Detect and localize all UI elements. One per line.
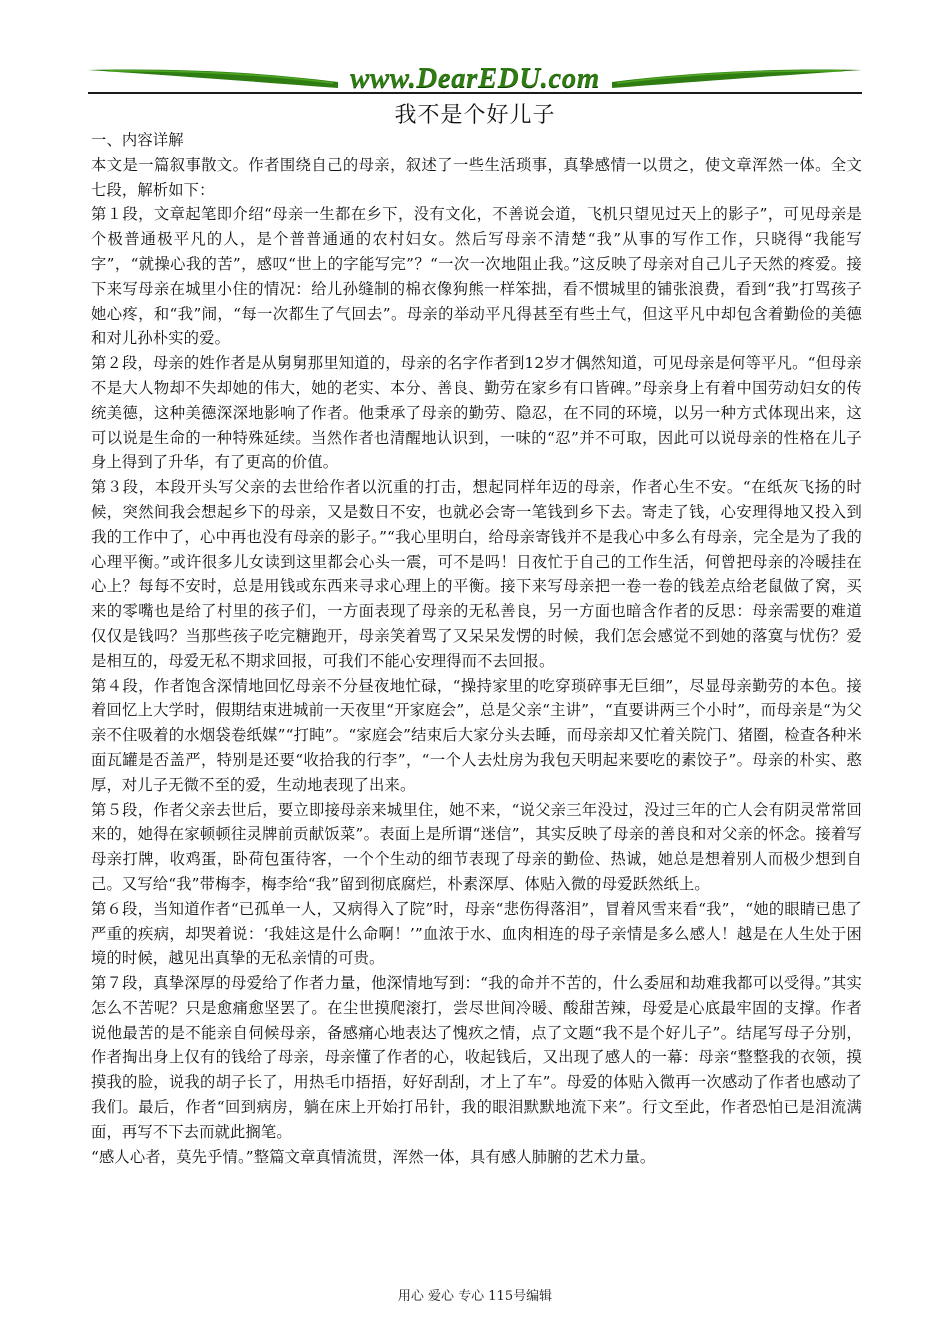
section-heading: 一、内容详解	[91, 131, 184, 149]
document-title: 我不是个好儿子	[394, 103, 556, 128]
paragraph-5: 第５段，作者父亲去世后，要立即接母亲来城里住，她不来，“说父亲三年没过，没过三年的亡人会有阴灵常常回来的，她得在家顿顿往灵牌前贡献饭菜”。表面上是所谓“迷信”，其实反映了母亲的善良和对父亲的怀念。接着写母亲打牌，收鸡蛋，卧荷包蛋待客，一个个生动的细节表现了母亲的勤俭、热诚，她总是想着别人而极少想到自己。又写给“我”带梅李，梅李给“我”留到彻底腐烂，朴素深厚、体贴入微的母爱跃然纸上。	[91, 800, 862, 893]
paragraph-intro: 本文是一篇叙事散文。作者围绕自己的母亲，叙述了一些生活琐事，真挚感情一以贯之，使文章浑然一体。全文七段，解析如下：	[91, 155, 862, 199]
document-body	[91, 128, 862, 1169]
paragraph-1: 第１段，文章起笔即介绍“母亲一生都在乡下，没有文化，不善说会道，飞机只望见过天上的影子”，可见母亲是个极普通极平凡的人，是个普普通通的农村妇女。然后写母亲不清楚“我”从事的写作工作，只晓得“我能写字”，“就操心我的苦”，感叹“世上的字能写完”？“一次一次地阻止我。”这反映了母亲对自己儿子天然的疼爱。接下来写母亲在城里小住的情况：给儿孙缝制的棉衣像狗熊一样笨拙，看不惯城里的铺张浪费，看到“我”打骂孩子她心疼，和“我”闹，“每一次都生了气回去”。母亲的举动平凡得甚至有些土气，但这平凡中却包含着勤俭的美德和对儿孙朴实的爱。	[91, 205, 862, 348]
paragraph-7: 第７段，真挚深厚的母爱给了作者力量，他深情地写到：“我的命并不苦的，什么委屈和劫难我都可以受得。”其实怎么不苦呢？只是愈痛愈坚罢了。在尘世摸爬滚打，尝尽世间冷暖、酸甜苦辣，母爱是心底最牢固的支撑。作者说他最苦的是不能亲自伺候母亲，备感痛心地表达了愧疚之情，点了文题“我不是个好儿子”。结尾写母子分别，作者掏出身上仅有的钱给了母亲，母亲懂了作者的心，收起钱后，又出现了感人的一幕：母亲“整整我的衣领，摸摸我的脸，说我的胡子长了，用热毛巾捂捂，好好刮刮，才上了车”。母爱的体贴入微再一次感动了作者也感动了我们。最后，作者“回到病房，躺在床上开始打吊针，我的眼泪默默地流下来”。行文至此，作者恐怕已是泪流满面，再写不下去而就此搁笔。	[91, 974, 862, 1141]
paragraph-3: 第３段，本段开头写父亲的去世给作者以沉重的打击，想起同样年迈的母亲，作者心生不安。“在纸灰飞扬的时候，突然间我会想起乡下的母亲，又是数日不安，也就必会寄一笔钱到乡下去。寄走了钱，心安理得地又投入到我的工作中了，心中再也没有母亲的影子。”“我心里明白，给母亲寄钱并不是我心中多么有母亲，完全是为了我的心理平衡。”或许很多儿女读到这里都会心头一震，可不是吗！日夜忙于自己的工作生活，何曾把母亲的冷暖挂在心上？每每不安时，总是用钱或东西来寻求心理上的平衡。接下来写母亲把一卷一卷的钱差点给老鼠做了窝，买来的零嘴也是给了村里的孩子们，一方面表现了母亲的无私善良，另一方面也暗含作者的反思：母亲需要的难道仅仅是钱吗？当那些孩子吃完糖跑开，母亲笑着骂了又呆呆发愣的时候，我们怎会感觉不到她的落寞与忧伤？爱是相互的，母爱无私不期求回报，可我们不能心安理得而不去回报。	[91, 478, 862, 670]
header-rule	[88, 92, 862, 94]
paragraph-conclusion: “感人心者，莫先乎情。”整篇文章真情流贯，浑然一体，具有感人肺腑的艺术力量。	[91, 1147, 656, 1166]
paragraph-6: 第６段，当知道作者“已孤单一人，又病得入了院”时，母亲“悲伤得落泪”，冒着风雪来看“我”，“她的眼睛已患了严重的疾病，却哭着说：‘我娃这是什么命啊！’”血浓于水、血肉相连的母子亲情是多么感人！越是在人生处于困境的时候，越见出真挚的无私亲情的可贵。	[91, 899, 862, 968]
page-footer: 用心 爱心 专心 115号编辑	[397, 1289, 553, 1304]
paragraph-4: 第４段，作者饱含深情地回忆母亲不分昼夜地忙碌，“操持家里的吃穿琐碎事无巨细”，尽显母亲勤劳的本色。接着回忆上大学时，假期结束进城前一天夜里“开家庭会”，总是父亲“主讲”，“直要讲两三个小时”，而母亲是“为父亲不住吸着的水烟袋卷纸媒”“打盹”。“家庭会”结束后大家分头去睡，而母亲却又忙着关院门、猪圈，检查各种米面瓦罐是否盖严，特别是还要“收拾我的行李”，“一个人去灶房为我包天明起来要吃的素饺子”。母亲的朴实、憨厚，对儿子无微不至的爱，生动地表现了出来。	[91, 676, 862, 794]
paragraph-2: 第２段，母亲的姓作者是从舅舅那里知道的，母亲的名字作者到12岁才偶然知道，可见母亲是何等平凡。“但母亲不是大人物却不失却她的伟大，她的老实、本分、善良、勤劳在家乡有口皆碑。”母亲身上有着中国劳动妇女的传统美德，这种美德深深地影响了作者。他秉承了母亲的勤劳、隐忍，在不同的环境，以另一种方式体现出来，这可以说是生命的一种特殊延续。当然作者也清醒地认识到，一味的“忍”并不可取，因此可以说母亲的性格在儿子身上得到了升华，有了更高的价值。	[91, 354, 862, 472]
site-logo-text: www.DearEDU.com	[350, 62, 600, 94]
